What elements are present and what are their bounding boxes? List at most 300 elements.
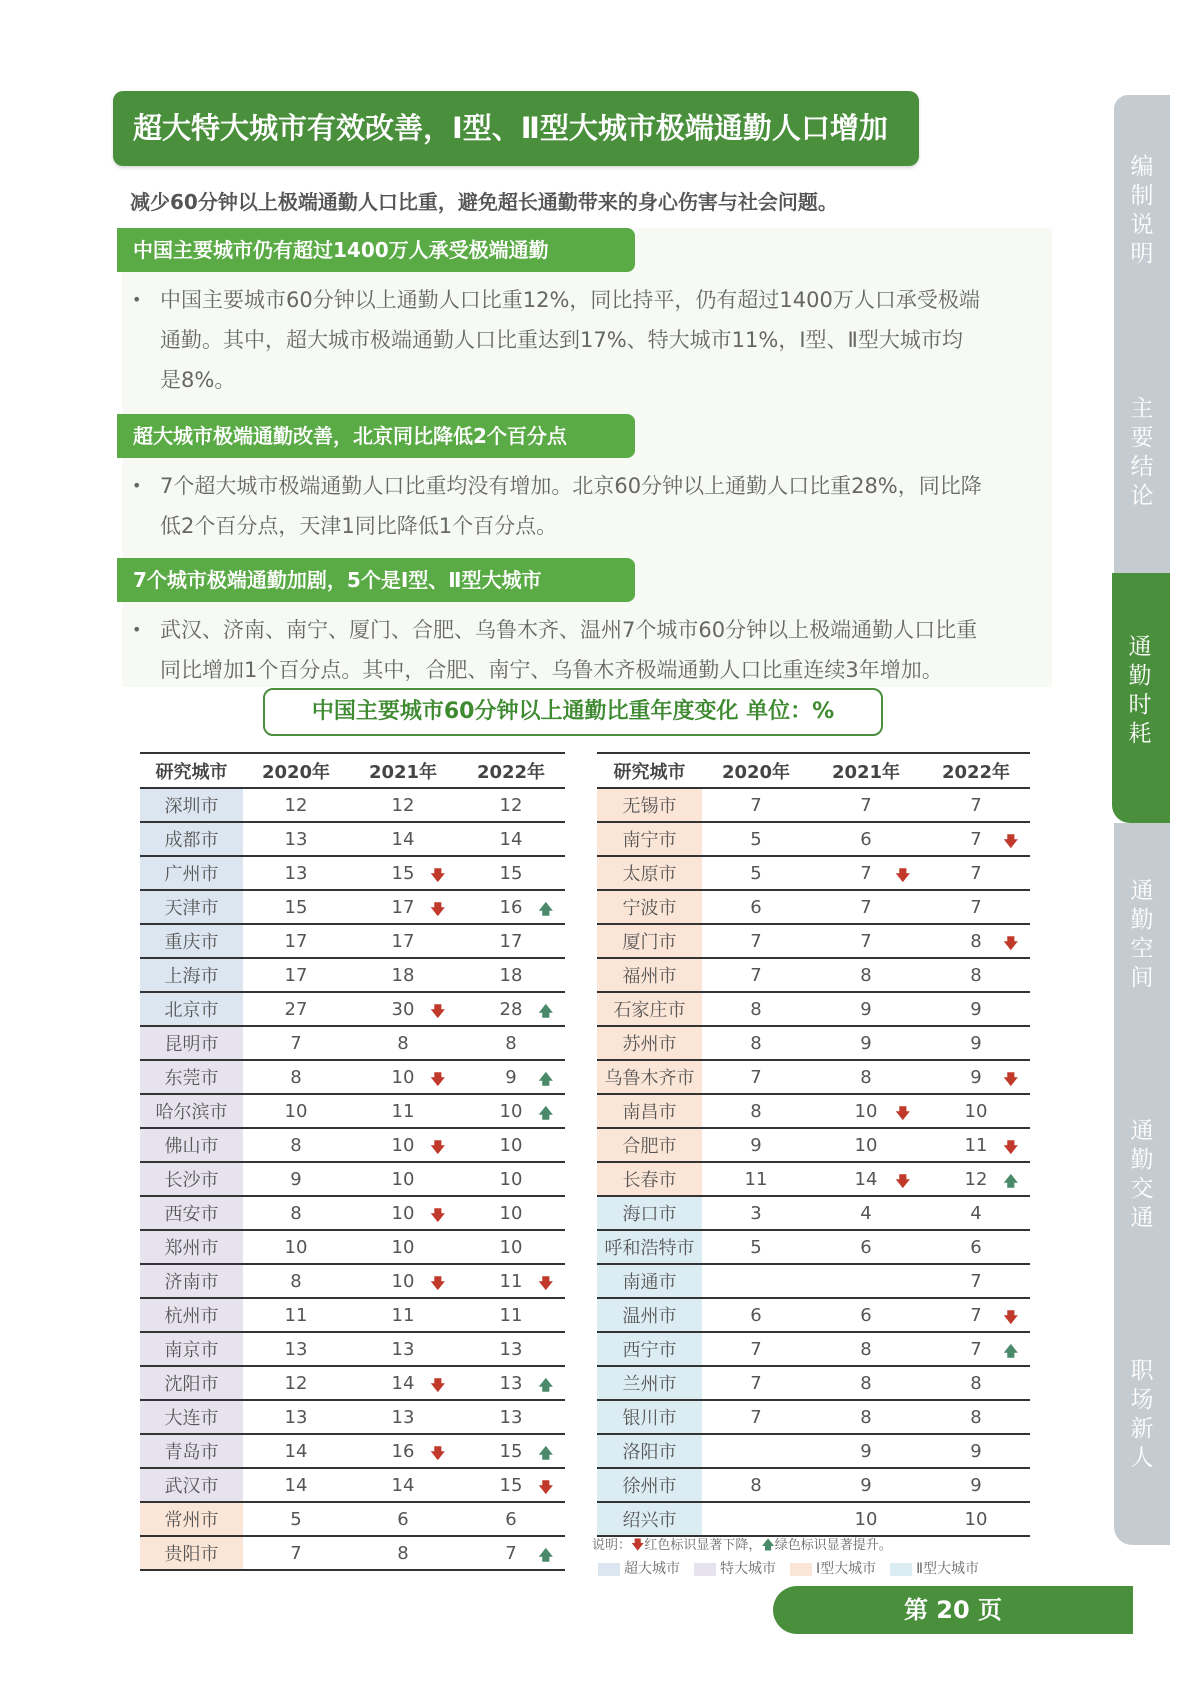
city-cell: 郑州市 bbox=[140, 1230, 243, 1264]
value-cell-2022 bbox=[457, 924, 565, 958]
value-text: 7 bbox=[970, 794, 982, 816]
value-cell-2020 bbox=[702, 1400, 810, 1434]
legend-swatch bbox=[890, 1563, 912, 1576]
table-row bbox=[597, 1128, 1030, 1162]
value-text: 7 bbox=[750, 1372, 762, 1394]
arrow-down-icon: 🡇 bbox=[895, 1174, 910, 1190]
side-tab-3[interactable] bbox=[1112, 573, 1170, 823]
city-cell: 洛阳市 bbox=[597, 1434, 702, 1468]
value-cell-2021 bbox=[349, 924, 457, 958]
value-cell-2020 bbox=[702, 1230, 810, 1264]
value-text: 13 bbox=[284, 828, 308, 850]
city-cell: 苏州市 bbox=[597, 1026, 702, 1060]
value-text: 10 bbox=[391, 1236, 415, 1258]
city-cell: 贵阳市 bbox=[140, 1536, 243, 1570]
value-text: 27 bbox=[284, 998, 308, 1020]
value-text: 7 bbox=[750, 964, 762, 986]
value-text: 10 bbox=[391, 1168, 415, 1190]
value-cell-2021 bbox=[810, 1264, 922, 1298]
value-text: 7 bbox=[860, 930, 872, 952]
value-cell-2020 bbox=[243, 1298, 349, 1332]
value-cell-2020 bbox=[243, 1230, 349, 1264]
table-row bbox=[140, 958, 565, 992]
arrow-down-icon: 🡇 bbox=[430, 1140, 445, 1156]
value-text: 7 bbox=[750, 930, 762, 952]
arrow-up-icon: 🡅 bbox=[538, 1446, 553, 1462]
value-text: 13 bbox=[499, 1338, 523, 1360]
value-text: 13 bbox=[284, 1406, 308, 1428]
legend-label: Ⅰ型大城市 bbox=[816, 1561, 877, 1577]
value-cell-2021 bbox=[810, 958, 922, 992]
value-cell-2021 bbox=[349, 1536, 457, 1570]
value-text: 11 bbox=[391, 1100, 415, 1122]
city-cell: 沈阳市 bbox=[140, 1366, 243, 1400]
value-text: 30 bbox=[391, 998, 415, 1020]
arrow-down-icon: 🡇 bbox=[430, 1072, 445, 1088]
value-cell-2021 bbox=[810, 1230, 922, 1264]
value-cell-2020 bbox=[243, 1332, 349, 1366]
value-text: 13 bbox=[284, 1338, 308, 1360]
value-cell-2022 bbox=[457, 1230, 565, 1264]
value-cell-2022 bbox=[922, 1196, 1030, 1230]
value-cell-2022 bbox=[922, 1502, 1030, 1536]
value-cell-2020 bbox=[243, 992, 349, 1026]
value-cell-2020 bbox=[702, 924, 810, 958]
value-text: 8 bbox=[750, 1032, 762, 1054]
value-text: 17 bbox=[284, 930, 308, 952]
value-text: 7 bbox=[750, 1338, 762, 1360]
value-cell-2022 bbox=[457, 1434, 565, 1468]
section-text-3 bbox=[132, 610, 1042, 690]
value-text: 13 bbox=[391, 1338, 415, 1360]
value-text: 10 bbox=[499, 1202, 523, 1224]
side-tab-char: 要 bbox=[1130, 425, 1154, 451]
value-text: 10 bbox=[391, 1134, 415, 1156]
side-tab-char: 人 bbox=[1130, 1445, 1154, 1471]
value-cell-2020 bbox=[243, 1162, 349, 1196]
value-text: 8 bbox=[860, 1066, 872, 1088]
city-cell: 昆明市 bbox=[140, 1026, 243, 1060]
value-cell-2022 bbox=[457, 1094, 565, 1128]
city-cell: 乌鲁木齐市 bbox=[597, 1060, 702, 1094]
value-text: 9 bbox=[505, 1066, 517, 1088]
value-text: 8 bbox=[860, 1338, 872, 1360]
value-text: 10 bbox=[964, 1100, 988, 1122]
value-text: 18 bbox=[391, 964, 415, 986]
value-text: 8 bbox=[970, 1406, 982, 1428]
table-row bbox=[597, 1502, 1030, 1536]
value-cell-2021 bbox=[810, 924, 922, 958]
city-cell: 杭州市 bbox=[140, 1298, 243, 1332]
value-cell-2022 bbox=[457, 856, 565, 890]
city-cell: 太原市 bbox=[597, 856, 702, 890]
city-cell: 武汉市 bbox=[140, 1468, 243, 1502]
header-city: 研究城市 bbox=[140, 753, 243, 788]
legend-item-t1 bbox=[790, 1558, 876, 1578]
value-text: 8 bbox=[397, 1032, 409, 1054]
value-cell-2022 bbox=[457, 992, 565, 1026]
value-text: 10 bbox=[499, 1134, 523, 1156]
header-2021: 2021年 bbox=[349, 753, 457, 788]
table-row bbox=[597, 1196, 1030, 1230]
value-text: 9 bbox=[860, 998, 872, 1020]
city-cell: 北京市 bbox=[140, 992, 243, 1026]
value-text: 9 bbox=[750, 1134, 762, 1156]
side-tab-char: 论 bbox=[1130, 483, 1154, 509]
value-text: 7 bbox=[290, 1032, 302, 1054]
value-text: 5 bbox=[290, 1508, 302, 1530]
value-cell-2021 bbox=[349, 992, 457, 1026]
table-row bbox=[597, 1162, 1030, 1196]
value-text: 11 bbox=[499, 1304, 523, 1326]
value-cell-2021 bbox=[810, 1128, 922, 1162]
value-text: 7 bbox=[970, 896, 982, 918]
arrow-down-icon: 🡇 bbox=[631, 1538, 645, 1553]
value-cell-2021 bbox=[349, 788, 457, 822]
value-cell-2021 bbox=[810, 1162, 922, 1196]
value-text: 7 bbox=[970, 1270, 982, 1292]
value-text: 9 bbox=[860, 1474, 872, 1496]
table-row bbox=[597, 1332, 1030, 1366]
table-row bbox=[140, 1162, 565, 1196]
bullet-icon: • bbox=[132, 476, 142, 495]
value-cell-2021 bbox=[349, 1264, 457, 1298]
value-text: 7 bbox=[290, 1542, 302, 1564]
value-cell-2020 bbox=[702, 1298, 810, 1332]
value-text: 15 bbox=[499, 1440, 523, 1462]
value-text: 15 bbox=[391, 862, 415, 884]
legend-label: 特大城市 bbox=[720, 1561, 776, 1577]
value-cell-2022 bbox=[457, 1060, 565, 1094]
city-cell: 天津市 bbox=[140, 890, 243, 924]
table-row bbox=[140, 1060, 565, 1094]
note-up: 绿色标识显著提升。 bbox=[774, 1538, 892, 1553]
value-text: 6 bbox=[397, 1508, 409, 1530]
value-cell-2020 bbox=[702, 1128, 810, 1162]
value-text: 10 bbox=[391, 1066, 415, 1088]
left-table bbox=[140, 752, 565, 1571]
section-line: 通勤。其中，超大城市极端通勤人口比重达到17%、特大城市11%，Ⅰ型、Ⅱ型大城市均 bbox=[160, 328, 963, 352]
arrow-down-icon: 🡇 bbox=[430, 1378, 445, 1394]
value-cell-2020 bbox=[702, 822, 810, 856]
table-row bbox=[140, 1434, 565, 1468]
value-text: 7 bbox=[505, 1542, 517, 1564]
value-cell-2021 bbox=[349, 1332, 457, 1366]
value-text: 5 bbox=[750, 1236, 762, 1258]
value-text: 12 bbox=[284, 1372, 308, 1394]
value-text: 10 bbox=[499, 1168, 523, 1190]
arrow-up-icon: 🡅 bbox=[538, 1106, 553, 1122]
legend-label: Ⅱ型大城市 bbox=[916, 1561, 980, 1577]
value-cell-2022 bbox=[922, 1468, 1030, 1502]
value-text: 8 bbox=[750, 998, 762, 1020]
value-cell-2020 bbox=[702, 856, 810, 890]
value-text: 9 bbox=[970, 1440, 982, 1462]
header-city: 研究城市 bbox=[597, 753, 702, 788]
arrow-down-icon: 🡇 bbox=[538, 1480, 553, 1496]
value-cell-2022 bbox=[922, 1060, 1030, 1094]
value-cell-2020 bbox=[243, 1094, 349, 1128]
table-row bbox=[597, 1264, 1030, 1298]
city-cell: 长春市 bbox=[597, 1162, 702, 1196]
value-text: 8 bbox=[290, 1066, 302, 1088]
right-table bbox=[597, 752, 1030, 1537]
value-text: 15 bbox=[499, 862, 523, 884]
value-text: 7 bbox=[970, 862, 982, 884]
table-row bbox=[140, 1468, 565, 1502]
value-text: 6 bbox=[750, 1304, 762, 1326]
value-cell-2021 bbox=[810, 890, 922, 924]
value-cell-2021 bbox=[349, 1400, 457, 1434]
city-cell: 宁波市 bbox=[597, 890, 702, 924]
value-text: 10 bbox=[284, 1100, 308, 1122]
arrow-down-icon: 🡇 bbox=[430, 1276, 445, 1292]
value-cell-2021 bbox=[349, 1502, 457, 1536]
side-tab-char: 明 bbox=[1130, 241, 1154, 267]
bullet-icon: • bbox=[132, 290, 142, 309]
value-text: 17 bbox=[284, 964, 308, 986]
city-cell: 济南市 bbox=[140, 1264, 243, 1298]
value-cell-2021 bbox=[349, 1230, 457, 1264]
value-cell-2021 bbox=[349, 1026, 457, 1060]
city-cell: 南宁市 bbox=[597, 822, 702, 856]
value-text: 7 bbox=[750, 794, 762, 816]
side-tab-char: 耗 bbox=[1128, 721, 1152, 747]
side-tab-char: 勤 bbox=[1130, 1147, 1154, 1173]
value-cell-2021 bbox=[810, 1298, 922, 1332]
value-cell-2022 bbox=[922, 1128, 1030, 1162]
table-row bbox=[140, 1332, 565, 1366]
table-row bbox=[140, 1536, 565, 1570]
page-title: 超大特大城市有效改善，Ⅰ型、Ⅱ型大城市极端通勤人口增加 bbox=[113, 91, 919, 166]
value-cell-2021 bbox=[349, 856, 457, 890]
value-cell-2020 bbox=[702, 788, 810, 822]
header-2020: 2020年 bbox=[702, 753, 810, 788]
section-text-1 bbox=[132, 280, 1042, 400]
value-text: 8 bbox=[970, 1372, 982, 1394]
city-cell: 长沙市 bbox=[140, 1162, 243, 1196]
value-text: 6 bbox=[860, 1304, 872, 1326]
arrow-up-icon: 🡅 bbox=[538, 1072, 553, 1088]
value-text: 14 bbox=[499, 828, 523, 850]
legend-item-super bbox=[598, 1558, 680, 1578]
value-text: 18 bbox=[499, 964, 523, 986]
header-2020: 2020年 bbox=[243, 753, 349, 788]
value-cell-2022 bbox=[457, 1536, 565, 1570]
value-text: 12 bbox=[284, 794, 308, 816]
value-cell-2020 bbox=[243, 822, 349, 856]
value-cell-2022 bbox=[457, 1264, 565, 1298]
arrow-down-icon: 🡇 bbox=[1003, 834, 1018, 850]
value-cell-2020 bbox=[243, 890, 349, 924]
side-tab-4[interactable] bbox=[1114, 823, 1170, 1063]
value-cell-2022 bbox=[922, 1162, 1030, 1196]
legend bbox=[598, 1558, 979, 1578]
value-text: 15 bbox=[499, 1474, 523, 1496]
value-cell-2020 bbox=[243, 1434, 349, 1468]
value-text: 9 bbox=[970, 1032, 982, 1054]
value-cell-2022 bbox=[457, 1196, 565, 1230]
value-cell-2020 bbox=[702, 1468, 810, 1502]
value-text: 10 bbox=[854, 1134, 878, 1156]
city-cell: 呼和浩特市 bbox=[597, 1230, 702, 1264]
side-tab-label bbox=[1114, 333, 1170, 511]
value-cell-2022 bbox=[922, 1366, 1030, 1400]
note-down: 红色标识显著下降， bbox=[644, 1538, 762, 1553]
side-tab-char: 通 bbox=[1130, 1205, 1154, 1231]
side-tab-6[interactable] bbox=[1114, 1303, 1170, 1545]
value-cell-2020 bbox=[243, 1264, 349, 1298]
value-text: 12 bbox=[964, 1168, 988, 1190]
value-text: 14 bbox=[391, 1372, 415, 1394]
side-tab-label bbox=[1114, 1063, 1170, 1233]
value-text: 12 bbox=[391, 794, 415, 816]
value-cell-2022 bbox=[922, 1264, 1030, 1298]
arrow-up-icon: 🡅 bbox=[538, 1004, 553, 1020]
value-text: 13 bbox=[499, 1372, 523, 1394]
value-text: 6 bbox=[750, 896, 762, 918]
value-cell-2020 bbox=[243, 958, 349, 992]
value-cell-2022 bbox=[922, 788, 1030, 822]
city-cell: 合肥市 bbox=[597, 1128, 702, 1162]
value-cell-2020 bbox=[702, 1026, 810, 1060]
arrow-down-icon: 🡇 bbox=[430, 902, 445, 918]
value-cell-2020 bbox=[702, 1332, 810, 1366]
value-text: 11 bbox=[499, 1270, 523, 1292]
value-cell-2020 bbox=[243, 1366, 349, 1400]
value-cell-2022 bbox=[457, 788, 565, 822]
arrow-up-icon: 🡅 bbox=[1003, 1174, 1018, 1190]
header-2021: 2021年 bbox=[810, 753, 922, 788]
table-row bbox=[597, 788, 1030, 822]
value-cell-2021 bbox=[349, 958, 457, 992]
value-cell-2021 bbox=[349, 1434, 457, 1468]
value-cell-2021 bbox=[810, 1196, 922, 1230]
section-line: 7个超大城市极端通勤人口比重均没有增加。北京60分钟以上通勤人口比重28%，同比降 bbox=[160, 474, 982, 498]
side-tab-char: 结 bbox=[1130, 454, 1154, 480]
city-cell: 兰州市 bbox=[597, 1366, 702, 1400]
value-cell-2020 bbox=[702, 1366, 810, 1400]
table-note bbox=[592, 1534, 892, 1558]
value-text: 10 bbox=[499, 1236, 523, 1258]
value-cell-2022 bbox=[922, 924, 1030, 958]
value-text: 7 bbox=[860, 794, 872, 816]
legend-swatch bbox=[598, 1563, 620, 1576]
value-cell-2021 bbox=[349, 1366, 457, 1400]
value-cell-2021 bbox=[810, 1434, 922, 1468]
value-cell-2020 bbox=[243, 856, 349, 890]
value-text: 9 bbox=[970, 1474, 982, 1496]
value-cell-2022 bbox=[922, 1026, 1030, 1060]
value-text: 4 bbox=[860, 1202, 872, 1224]
city-cell: 深圳市 bbox=[140, 788, 243, 822]
table-row bbox=[597, 1060, 1030, 1094]
value-cell-2022 bbox=[922, 856, 1030, 890]
table-row bbox=[140, 1366, 565, 1400]
value-cell-2020 bbox=[702, 1434, 810, 1468]
city-cell: 佛山市 bbox=[140, 1128, 243, 1162]
header-2022: 2022年 bbox=[457, 753, 565, 788]
value-text: 11 bbox=[284, 1304, 308, 1326]
city-cell: 徐州市 bbox=[597, 1468, 702, 1502]
value-text: 10 bbox=[964, 1508, 988, 1530]
arrow-up-icon: 🡅 bbox=[538, 902, 553, 918]
table-row bbox=[140, 992, 565, 1026]
table-row bbox=[597, 924, 1030, 958]
value-text: 6 bbox=[505, 1508, 517, 1530]
value-text: 16 bbox=[499, 896, 523, 918]
side-tab-2[interactable] bbox=[1114, 333, 1170, 573]
value-text: 8 bbox=[290, 1202, 302, 1224]
table-row bbox=[140, 924, 565, 958]
table-row bbox=[597, 992, 1030, 1026]
city-cell: 重庆市 bbox=[140, 924, 243, 958]
value-text: 17 bbox=[499, 930, 523, 952]
section-line: 中国主要城市60分钟以上通勤人口比重12%，同比持平，仍有超过1400万人口承受极端 bbox=[160, 288, 980, 312]
value-text: 8 bbox=[750, 1474, 762, 1496]
header-2022: 2022年 bbox=[922, 753, 1030, 788]
city-cell: 石家庄市 bbox=[597, 992, 702, 1026]
city-cell: 南通市 bbox=[597, 1264, 702, 1298]
side-tab-char: 职 bbox=[1130, 1358, 1154, 1384]
city-cell: 温州市 bbox=[597, 1298, 702, 1332]
value-cell-2021 bbox=[810, 992, 922, 1026]
table-row bbox=[597, 1366, 1030, 1400]
city-cell: 常州市 bbox=[140, 1502, 243, 1536]
value-cell-2021 bbox=[349, 1196, 457, 1230]
table-title: 中国主要城市60分钟以上通勤比重年度变化 单位：% bbox=[263, 688, 883, 736]
legend-item-mega bbox=[694, 1558, 776, 1578]
value-text: 11 bbox=[744, 1168, 768, 1190]
side-tab-label bbox=[1114, 823, 1170, 993]
value-cell-2021 bbox=[349, 822, 457, 856]
side-tab-char: 交 bbox=[1130, 1176, 1154, 1202]
value-cell-2021 bbox=[810, 1468, 922, 1502]
value-text: 8 bbox=[505, 1032, 517, 1054]
side-tab-label bbox=[1112, 573, 1168, 749]
value-cell-2020 bbox=[243, 788, 349, 822]
value-text: 7 bbox=[860, 862, 872, 884]
value-cell-2022 bbox=[922, 1230, 1030, 1264]
value-cell-2020 bbox=[243, 1502, 349, 1536]
value-cell-2022 bbox=[922, 1434, 1030, 1468]
side-tab-char: 空 bbox=[1130, 936, 1154, 962]
value-cell-2020 bbox=[702, 1162, 810, 1196]
value-text: 14 bbox=[391, 1474, 415, 1496]
city-cell: 海口市 bbox=[597, 1196, 702, 1230]
value-cell-2021 bbox=[349, 890, 457, 924]
value-cell-2021 bbox=[810, 1060, 922, 1094]
side-tab-char: 制 bbox=[1130, 183, 1154, 209]
value-cell-2020 bbox=[243, 1128, 349, 1162]
city-cell: 南京市 bbox=[140, 1332, 243, 1366]
value-cell-2020 bbox=[702, 890, 810, 924]
value-text: 10 bbox=[854, 1100, 878, 1122]
value-cell-2022 bbox=[922, 822, 1030, 856]
value-cell-2020 bbox=[243, 924, 349, 958]
city-cell: 西安市 bbox=[140, 1196, 243, 1230]
value-text: 10 bbox=[499, 1100, 523, 1122]
table-row bbox=[597, 1026, 1030, 1060]
side-tab-5[interactable] bbox=[1114, 1063, 1170, 1303]
side-tab-1[interactable] bbox=[1114, 95, 1170, 333]
value-cell-2022 bbox=[922, 1094, 1030, 1128]
city-cell: 南昌市 bbox=[597, 1094, 702, 1128]
value-cell-2022 bbox=[922, 958, 1030, 992]
side-tab-char: 勤 bbox=[1128, 663, 1152, 689]
table-row bbox=[140, 1026, 565, 1060]
side-tab-char: 通 bbox=[1130, 1118, 1154, 1144]
